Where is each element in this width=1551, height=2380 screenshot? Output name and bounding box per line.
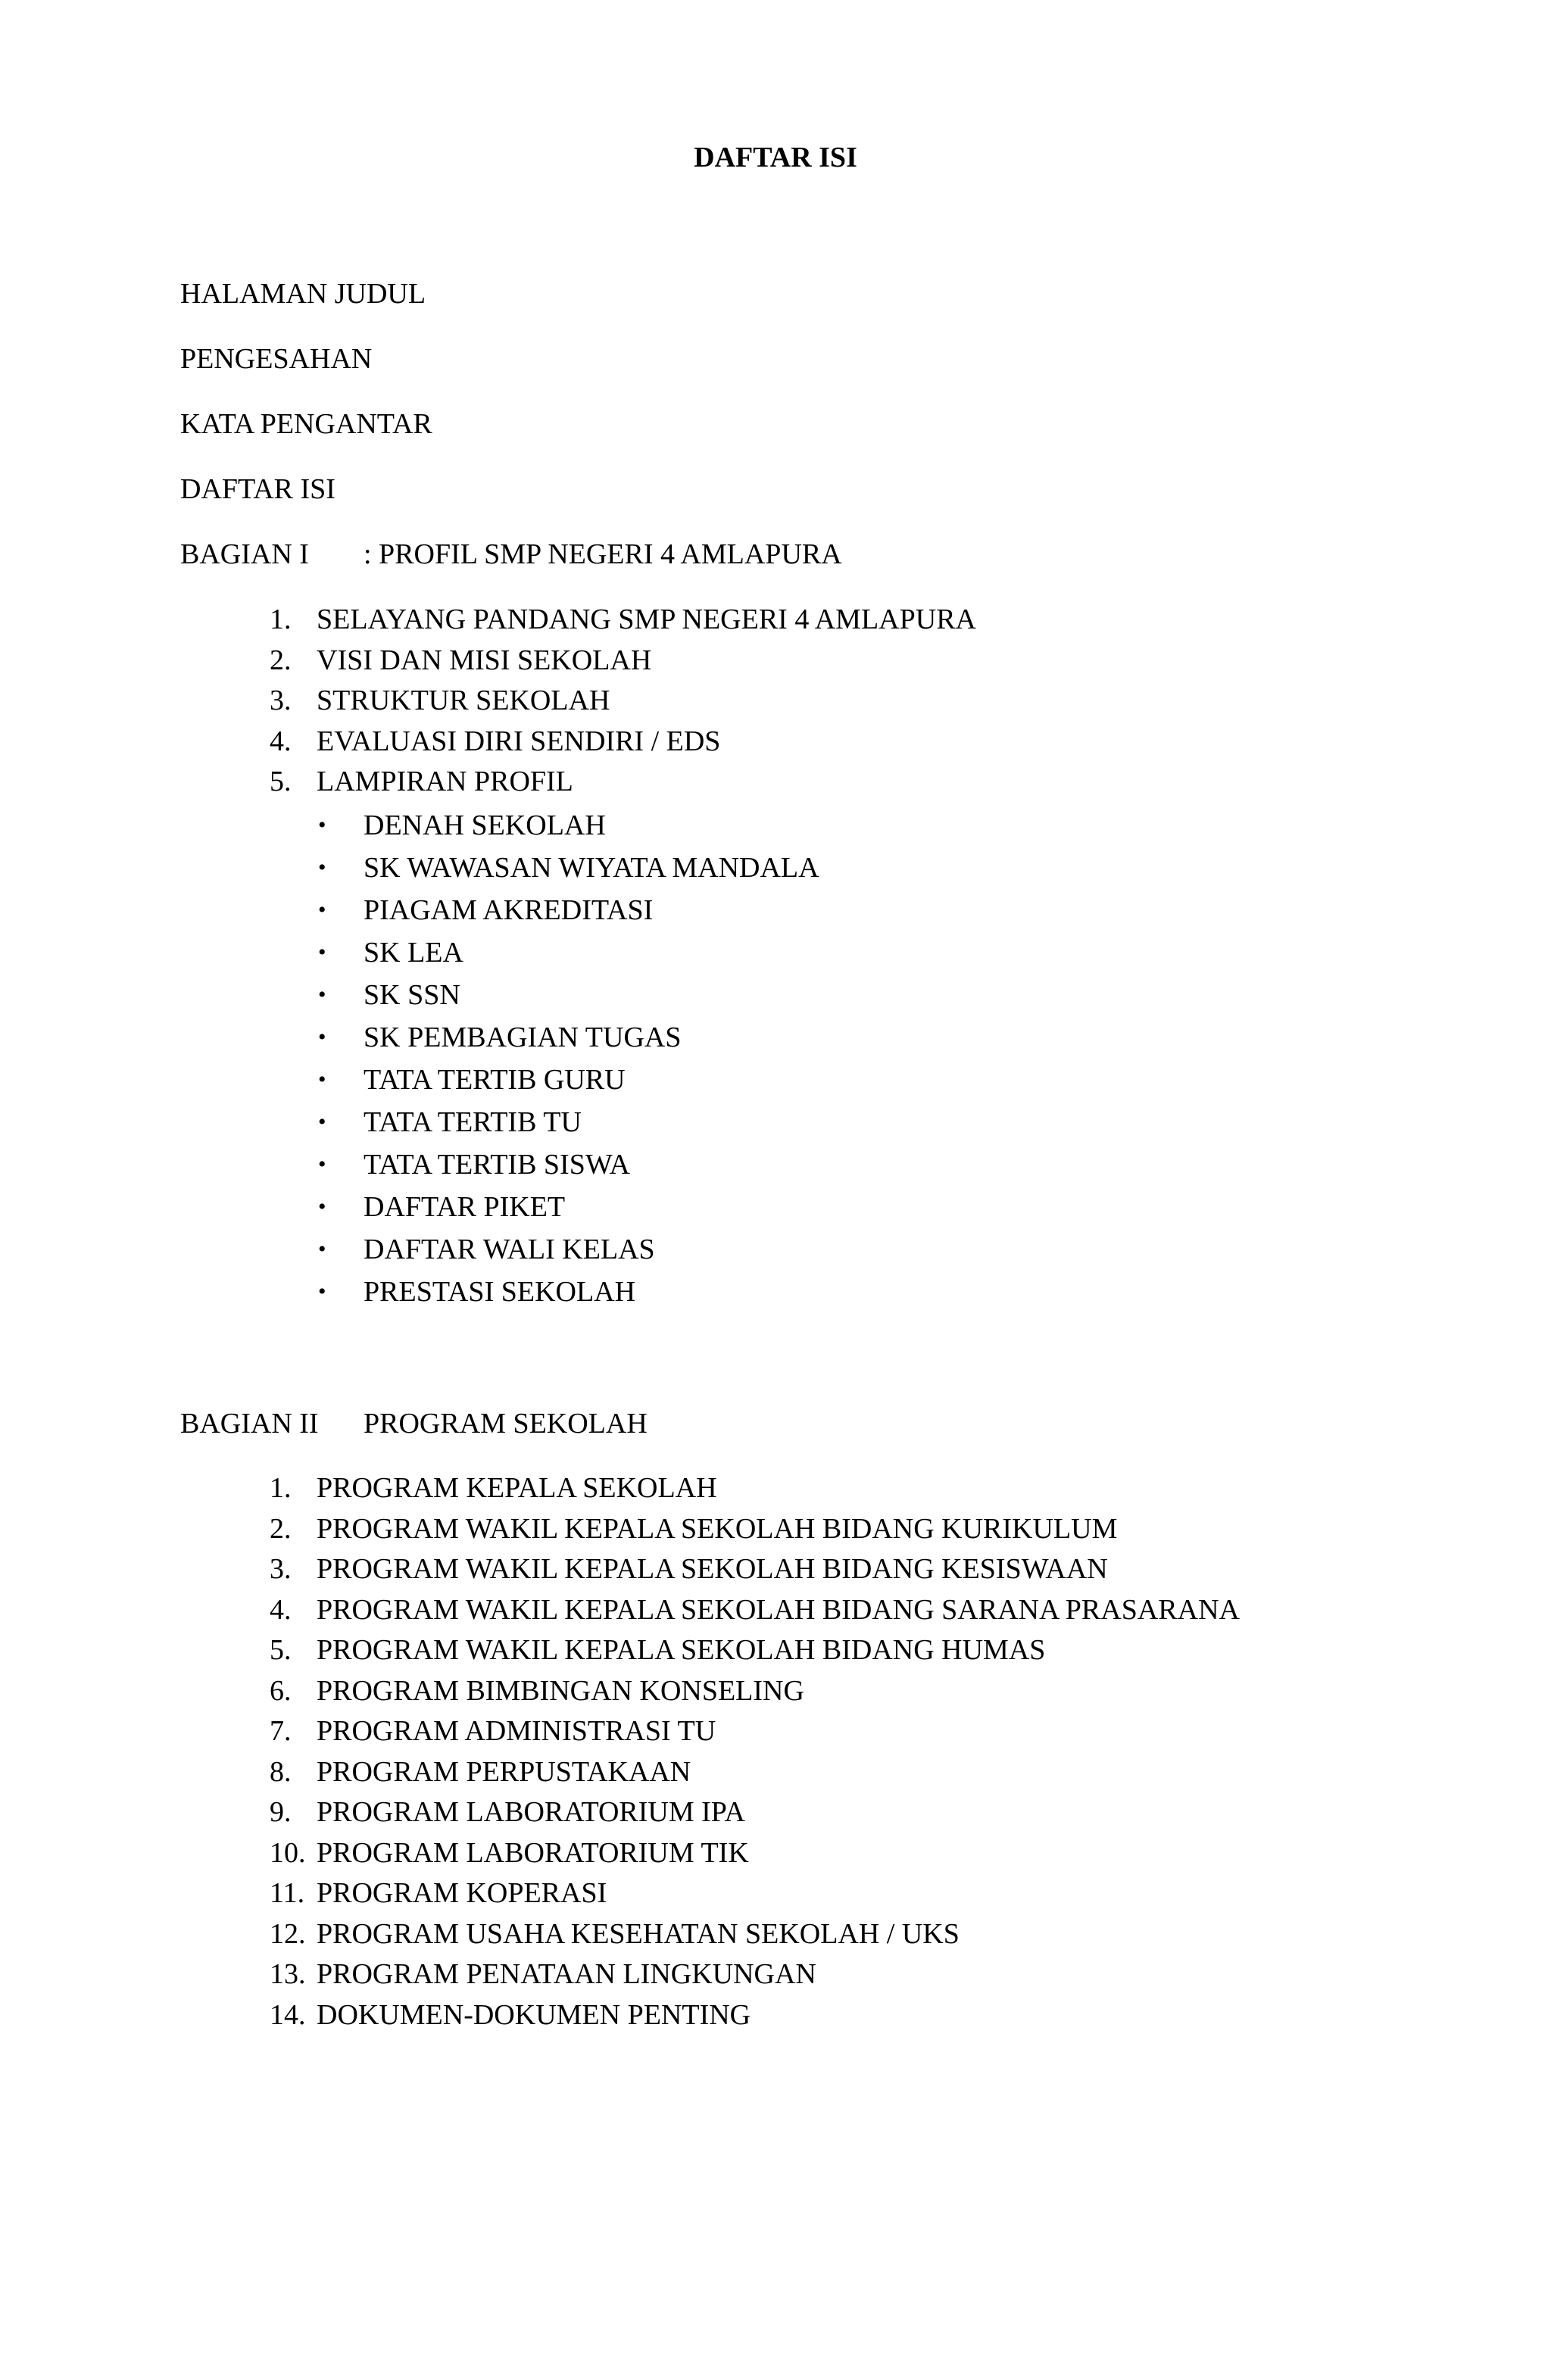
list-item — [270, 1954, 1240, 1995]
item-text: TATA TERTIB SISWA — [364, 1149, 630, 1181]
item-text: DAFTAR WALI KELAS — [364, 1234, 655, 1265]
item-text: TATA TERTIB TU — [364, 1106, 582, 1138]
item-text: DENAH SEKOLAH — [364, 809, 606, 841]
list-item — [318, 804, 819, 847]
toc-entry-pengesahan: PENGESAHAN — [180, 343, 373, 375]
section-title: PROGRAM SEKOLAH — [364, 1408, 648, 1440]
item-text: EVALUASI DIRI SENDIRI / EDS — [317, 725, 721, 757]
item-number: 2. — [270, 1512, 292, 1545]
bullet-icon: • — [318, 1067, 326, 1092]
list-item — [270, 1792, 1240, 1833]
list-item — [270, 1468, 1240, 1509]
item-number: 3. — [270, 1553, 292, 1585]
section-label: BAGIAN I — [180, 538, 309, 570]
item-text: PROGRAM LABORATORIUM TIK — [317, 1836, 749, 1869]
list-item — [270, 1873, 1240, 1914]
list-item — [318, 1271, 819, 1313]
item-text: SELAYANG PANDANG SMP NEGERI 4 AMLAPURA — [317, 604, 976, 635]
item-number: 9. — [270, 1796, 292, 1828]
list-item — [270, 1549, 1240, 1590]
item-text: DOKUMEN-DOKUMEN PENTING — [317, 1998, 751, 2031]
bullet-icon: • — [318, 855, 326, 880]
list-item — [318, 974, 819, 1016]
bullet-icon: • — [318, 813, 326, 838]
list-item — [270, 1671, 1240, 1712]
item-text: PROGRAM WAKIL KEPALA SEKOLAH BIDANG HUMAS — [317, 1634, 1046, 1666]
item-number: 11. — [270, 1877, 305, 1909]
item-text: PRESTASI SEKOLAH — [364, 1276, 636, 1308]
list-item — [270, 1752, 1240, 1793]
item-text: LAMPIRAN PROFIL — [317, 766, 573, 797]
item-number: 1. — [270, 604, 292, 635]
item-text: PROGRAM PENATAAN LINGKUNGAN — [317, 1958, 816, 1990]
toc-entry-halaman-judul: HALAMAN JUDUL — [180, 278, 426, 310]
item-number: 10. — [270, 1836, 306, 1869]
list-item — [318, 1228, 819, 1271]
item-text: VISI DAN MISI SEKOLAH — [317, 644, 652, 676]
item-number: 7. — [270, 1715, 292, 1747]
item-number: 12. — [270, 1917, 306, 1950]
toc-entry-kata-pengantar: KATA PENGANTAR — [180, 408, 432, 440]
bullet-icon: • — [318, 1025, 326, 1050]
item-text: PROGRAM KEPALA SEKOLAH — [317, 1472, 717, 1504]
list-item — [318, 1059, 819, 1101]
item-text: SK SSN — [364, 979, 460, 1011]
item-number: 6. — [270, 1674, 292, 1707]
list-item — [270, 1509, 1240, 1550]
list-item — [318, 1016, 819, 1059]
list-item — [270, 1630, 1240, 1671]
item-text: PIAGAM AKREDITASI — [364, 894, 654, 926]
item-text: DAFTAR PIKET — [364, 1191, 566, 1223]
list-item — [270, 722, 976, 763]
item-text: PROGRAM ADMINISTRASI TU — [317, 1715, 716, 1747]
list-item — [270, 681, 976, 722]
item-text: STRUKTUR SEKOLAH — [317, 685, 610, 716]
item-text: PROGRAM WAKIL KEPALA SEKOLAH BIDANG SARANA PRASARANA — [317, 1593, 1240, 1626]
list-item — [270, 1590, 1240, 1631]
item-number: 14. — [270, 1998, 306, 2031]
bullet-icon: • — [318, 982, 326, 1007]
lampiran-profil-list — [318, 804, 819, 1313]
list-item — [318, 1186, 819, 1228]
bullet-icon: • — [318, 1279, 326, 1304]
item-text: SK PEMBAGIAN TUGAS — [364, 1022, 682, 1053]
bagian-1-list — [270, 600, 976, 803]
bullet-icon: • — [318, 1152, 326, 1177]
item-number: 5. — [270, 1634, 292, 1666]
section-title: : PROFIL SMP NEGERI 4 AMLAPURA — [364, 538, 842, 570]
item-number: 1. — [270, 1472, 292, 1504]
item-number: 4. — [270, 1593, 292, 1626]
item-text: SK LEA — [364, 937, 463, 969]
list-item — [270, 1914, 1240, 1955]
item-text: TATA TERTIB GURU — [364, 1064, 626, 1096]
item-text: PROGRAM BIMBINGAN KONSELING — [317, 1674, 804, 1707]
list-item — [270, 762, 976, 803]
item-text: PROGRAM KOPERASI — [317, 1877, 607, 1909]
page-title: DAFTAR ISI — [694, 142, 857, 173]
list-item — [270, 1995, 1240, 2036]
bullet-icon: • — [318, 1194, 326, 1219]
list-item — [318, 931, 819, 974]
toc-entry-daftar-isi: DAFTAR ISI — [180, 473, 335, 505]
list-item — [318, 847, 819, 889]
item-text: PROGRAM WAKIL KEPALA SEKOLAH BIDANG KESISWAAN — [317, 1553, 1108, 1585]
item-text: PROGRAM PERPUSTAKAAN — [317, 1755, 691, 1788]
item-number: 5. — [270, 766, 292, 797]
item-text: PROGRAM LABORATORIUM IPA — [317, 1796, 745, 1828]
item-number: 13. — [270, 1958, 306, 1990]
bullet-icon: • — [318, 940, 326, 965]
item-number: 3. — [270, 685, 292, 716]
bullet-icon: • — [318, 1109, 326, 1134]
section-heading-bagian-1 — [180, 536, 842, 572]
list-item — [270, 641, 976, 682]
section-label: BAGIAN II — [180, 1408, 319, 1440]
list-item — [270, 1711, 1240, 1752]
item-number: 8. — [270, 1755, 292, 1788]
item-number: 2. — [270, 644, 292, 676]
item-text: PROGRAM WAKIL KEPALA SEKOLAH BIDANG KURIKULUM — [317, 1512, 1118, 1545]
bullet-icon: • — [318, 897, 326, 922]
item-number: 4. — [270, 725, 292, 757]
list-item — [318, 1143, 819, 1186]
list-item — [318, 1101, 819, 1143]
list-item — [318, 889, 819, 931]
item-text: SK WAWASAN WIYATA MANDALA — [364, 852, 819, 884]
list-item — [270, 600, 976, 641]
bullet-icon: • — [318, 1237, 326, 1262]
item-text: PROGRAM USAHA KESEHATAN SEKOLAH / UKS — [317, 1917, 960, 1950]
bagian-2-list — [270, 1468, 1240, 2035]
section-heading-bagian-2 — [180, 1405, 648, 1442]
list-item — [270, 1833, 1240, 1874]
